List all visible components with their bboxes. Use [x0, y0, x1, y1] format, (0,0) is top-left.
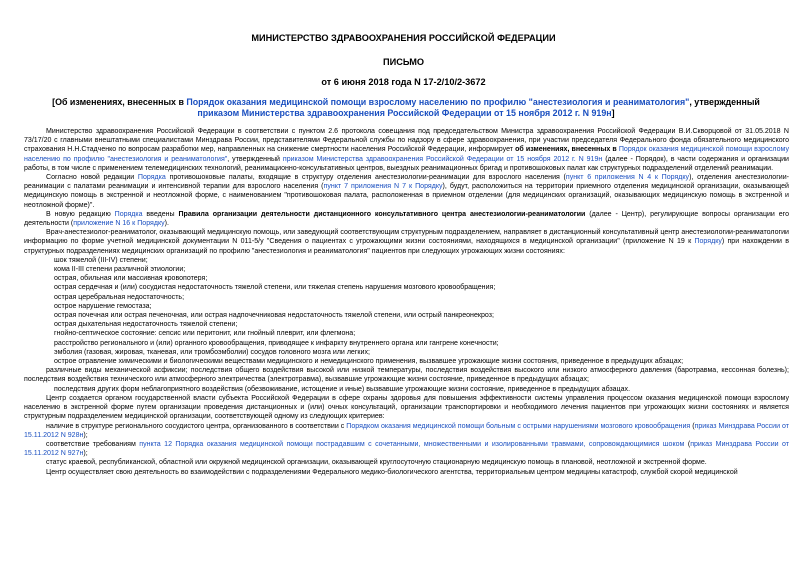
date-number: от 6 июня 2018 года N 17-2/10/2-3672: [321, 77, 486, 87]
text: Согласно новой редакции: [46, 174, 138, 182]
list-item: острая церебральная недостаточность;: [54, 293, 185, 301]
link-order[interactable]: приказом Министерства здравоохранения Российской Федерации от 15 ноября 2012 г. N 919н: [282, 155, 603, 163]
text: ), будут, расположиться на территории приемного отделения медицинской организации, оказывающей медицинскую помощь в экстренной и неотложной форме, с наименованием "противошоковая палата, расположенная в приемном отделении (для медицинских организаций, оказывающих медицинскую помощь в экстренной и неотложной форме)".: [24, 183, 789, 209]
list-item: шок тяжелой (III-IV) степени;: [54, 256, 148, 264]
link-procedure[interactable]: Порядку: [694, 238, 722, 246]
title-text: [Об изменениях, внесенных в: [52, 97, 187, 107]
criterion-item: [24, 422, 789, 440]
link-stroke-procedure[interactable]: Порядком оказания медицинской помощи больным с острыми нарушениями мозгового кровообращения: [346, 422, 691, 430]
text: (далее - Порядок), в части содержания и организации работы, в том числе с применением телемедицинских технологий, реанимационно-консультативных центров, выездных реанимационных бригад и противошоковых палат как структурных подразделений отделений реанимации.: [24, 155, 789, 172]
link-appendix-16[interactable]: приложение N 16 к Порядку: [73, 220, 165, 228]
text: (далее - Центр), регулирующие вопросы организации его деятельности (: [24, 210, 789, 228]
title-link-order[interactable]: приказом Министерства здравоохранения Российской Федерации от 15 ноября 2012 г. N 919н: [197, 108, 612, 118]
paragraph: [24, 173, 789, 210]
list-item: острая сердечная и (или) сосудистая недостаточность тяжелой степени, или тяжелая степень нарушения мозгового кровообращения;: [54, 284, 496, 292]
text: );: [83, 431, 88, 439]
link-order-927n[interactable]: приказ Минздрава России от 15.11.2012 N 927н: [24, 440, 789, 458]
list-item: острая дыхательная недостаточность тяжелой степени;: [54, 321, 238, 329]
criterion-item: [24, 440, 789, 458]
list-item: острое отравление химическими и биологическими веществами медицинского и немедицинского применения, вызвавшее угрожающие жизни состояния, приведенное в предыдущих абзацах;: [54, 358, 684, 366]
document-type: ПИСЬМО: [382, 57, 425, 67]
bold-text: об изменениях, внесенных в: [515, 146, 617, 154]
bold-text: Правила организации деятельности дистанционного консультативного центра анестезиологии-реаниматологии: [178, 210, 586, 218]
list-item: расстройство регионального и (или) органного кровообращения, приводящее к инфаркту внутреннего органа или гангрене конечности;: [54, 339, 499, 347]
paragraph: [24, 210, 789, 228]
list-item: острая почечная или острая печеночная, или острая надпочечниковая недостаточность тяжелой степени, или острый панкреонекроз;: [54, 312, 494, 320]
link-trauma-procedure[interactable]: пункта 12 Порядка оказания медицинской помощи пострадавшим с сочетанными, множественными и изолированными травмами, сопровождающимися шоком: [139, 440, 685, 448]
list-item: острая, обильная или массивная кровопотеря;: [54, 275, 208, 283]
list-item: различные виды механической асфиксии; последствия общего воздействия высокой или низкой температуры, последствия воздействия высокого или низкого атмосферного давления (баротравма, кессонная болезнь); последствия воздействия технического или атмосферного электричества (электротравма), вызвавшие угрожающие жизни состояние, приведенное в предыдущих абзацах;: [24, 367, 789, 384]
document-title: [36, 97, 776, 119]
text: введены: [142, 210, 179, 218]
criterion-item: статус краевой, республиканской, областной или окружной медицинской организации, оказывающей круглосуточную стационарную медицинскую помощь в плановой, неотложной и экстренной форме.: [46, 459, 707, 467]
text: В новую редакцию: [46, 210, 115, 218]
text: (: [690, 422, 695, 430]
list-item: кома II-III степени различной этиологии;: [54, 266, 186, 274]
link-procedure[interactable]: Порядка: [114, 210, 143, 218]
title-text: , утвержденный: [689, 97, 760, 107]
text: ) при нахождении в структурных подразделениях медицинских организаций по профилю "анестезиология и реаниматология" пациентов при следующих угрожающих жизни состояниях:: [24, 238, 789, 255]
paragraph: [24, 127, 789, 173]
paragraph: Центр создается органом государственной власти субъекта Российской Федерации в сфере охраны здоровья для повышения эффективности системы управления процессом оказания медицинской помощи взрослому населению в экстренной форме путем организации проведения дистанционных и (или) очных консультаций, организации транспортировки и необходимого лечения пациентов при угрожающих жизни состояниях и является структурным подразделением медицинской организации, соответствующей одному из следующих критериев:: [24, 394, 789, 421]
text: Врач-анестезиолог-реаниматолог, оказывающий медицинскую помощь, или заведующий соответствующим структурным подразделением, направляет в дистанционный консультативный центр анестезиологии-реаниматологии информацию по форме учетной медицинской документации N 011-5/у "Сведения о пациентах с угрожающими жизни состояниями, находящихся в медицинской организации" (приложение N 19 к: [24, 229, 789, 246]
document-body: [24, 127, 789, 477]
text: );: [83, 450, 88, 458]
paragraph: [24, 228, 789, 256]
text: ), отделения анестезиологии-реанимации с палатами реанимации и интенсивной терапии для взрослого населения (: [24, 174, 789, 191]
text: ).: [164, 220, 169, 228]
list-item: эмболия (газовая, жировая, тканевая, или тромбоэмболии) сосудов головного мозга или легких;: [54, 348, 370, 356]
link-procedure[interactable]: Порядок оказания медицинской помощи взрослому населению по профилю "анестезиология и реаниматология": [24, 146, 789, 163]
text: противошоковые палаты, входящие в структуру отделения анестезиологии-реанимации для взрослого населения (: [165, 174, 566, 182]
link-appendix-7[interactable]: пункт 7 приложения N 7 к Порядку: [323, 183, 443, 191]
title-link-procedure[interactable]: Порядок оказания медицинской помощи взрослому населению по профилю "анестезиология и реаниматология": [186, 97, 690, 107]
link-procedure[interactable]: Порядка: [137, 174, 166, 182]
link-order-928n[interactable]: приказ Минздрава России от 15.11.2012 N 928н: [24, 422, 790, 439]
paragraph: Центр осуществляет свою деятельность во взаимодействии с подразделениями Федерального медико-биологического агентства, территориальным центром медицины катастроф, службой скорой медицинской: [46, 468, 738, 476]
text: Министерство здравоохранения Российской Федерации в соответствии с пунктом 2.6 протокола совещания под председательством Министра здравоохранения Российской Федерации В.И.Скворцовой от 31.05.2018 N 73/17/20 с главными внештатными специалистами Минздрава России, представителями Федеральной службы по надзору в сфере здравоохранения, при участии председателя Федерального фонда обязательного медицинского страхования Н.Н.Стадченко по вопросам разработки мер, направленных на снижение смертности населения Российской Федерации, информирует: [24, 128, 789, 154]
list-item: последствия других форм неблагоприятного воздействия (обезвоживание, истощение и иные) вызвавшие угрожающие жизни состояние, приведенное в предыдущих абзацах.: [54, 385, 631, 393]
list-item: острое нарушение гемостаза;: [54, 302, 152, 310]
text: соответствие требованиям: [46, 440, 140, 448]
ministry-heading: МИНИСТЕРСТВО ЗДРАВООХРАНЕНИЯ РОССИЙСКОЙ ФЕДЕРАЦИИ: [251, 33, 556, 43]
text: (: [684, 440, 691, 448]
list-item: гнойно-септическое состояние: сепсис или перитонит, или гнойный плеврит, или флегмона;: [54, 330, 356, 338]
text: , утвержденный: [227, 155, 283, 163]
link-appendix-4[interactable]: пункт 6 приложения N 4 к Порядку: [565, 174, 690, 182]
text: наличие в структуре регионального сосудистого центра, организованного в соответствии с: [46, 422, 347, 430]
title-text: ]: [611, 108, 615, 118]
